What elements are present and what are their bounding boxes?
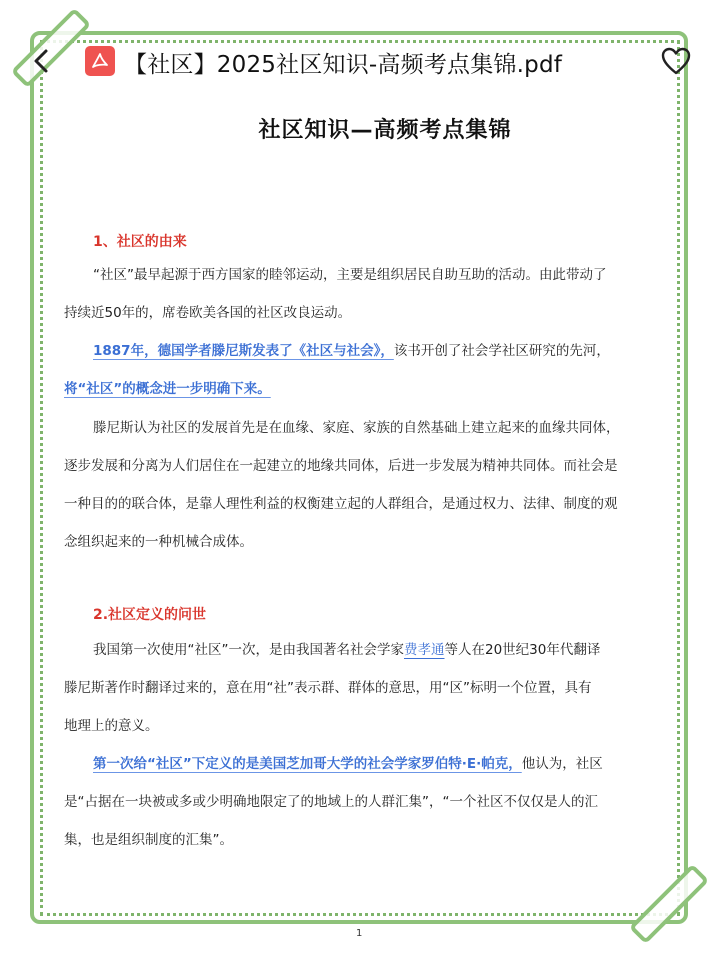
paragraph-5 [64,745,664,859]
paragraph-4 [64,631,664,745]
pdf-icon [85,46,115,76]
paragraph-1 [64,256,664,332]
text-line: “社区”最早起源于西方国家的睦邻运动，主要是组织居民自助互助的活动。由此带动了 [93,267,607,283]
text-line: 持续近50年的，席卷欧美各国的社区改良运动。 [64,305,352,321]
highlight-text: 将“社区”的概念进一步明确下来。 [64,381,271,397]
text-span: 我国第一次使用“社区”一次，是由我国著名社会学家 [93,642,404,658]
highlight-link[interactable]: 费孝通 [404,642,445,658]
paragraph-3 [64,409,664,561]
page-number: 1 [356,928,363,939]
text-span: 该书开创了社会学社区研究的先河， [393,343,610,359]
text-span: 他认为，社区 [521,756,603,772]
highlight-text: 1887年，德国学者滕尼斯发表了《社区与社会》， [93,343,394,359]
document-title: 社区知识—高频考点集锦 [258,118,512,143]
text-line: 一种目的的联合体，是靠人理性利益的权衡建立起的人群组合，是通过权力、法律、制度的观 [64,496,618,512]
section-heading-2: 2.社区定义的问世 [93,607,207,623]
top-bar [0,38,720,86]
text-span: 等人在20世纪30年代翻译 [444,642,601,658]
text-line: 集，也是组织制度的汇集”。 [64,832,233,848]
text-line [64,745,664,783]
text-line [64,370,664,408]
section-heading-1: 1、社区的由来 [93,234,187,250]
back-button[interactable] [24,44,58,78]
text-line [64,631,664,669]
heart-icon [660,46,692,76]
text-line: 滕尼斯著作时翻译过来的，意在用“社”表示群、群体的意思，用“区”标明一个位置，具有 [64,680,592,696]
file-title: 【社区】2025社区知识-高频考点集锦.pdf [124,52,563,78]
favorite-button[interactable] [660,46,692,76]
text-line: 是“占据在一块被或多或少明确地限定了的地域上的人群汇集”，“一个社区不仅仅是人的汇 [64,794,598,810]
text-line [64,332,664,370]
chevron-left-icon [31,48,51,74]
text-line: 念组织起来的一种机械合成体。 [64,534,253,550]
highlight-text: 第一次给“社区”下定义的是美国芝加哥大学的社会学家罗伯特·E·帕克， [93,756,522,772]
paragraph-2 [64,332,664,408]
text-line: 逐步发展和分离为人们居住在一起建立的地缘共同体，后进一步发展为精神共同体。而社会是 [64,458,618,474]
text-line: 滕尼斯认为社区的发展首先是在血缘、家庭、家族的自然基础上建立起来的血缘共同体， [93,420,620,436]
text-line: 地理上的意义。 [64,718,159,734]
